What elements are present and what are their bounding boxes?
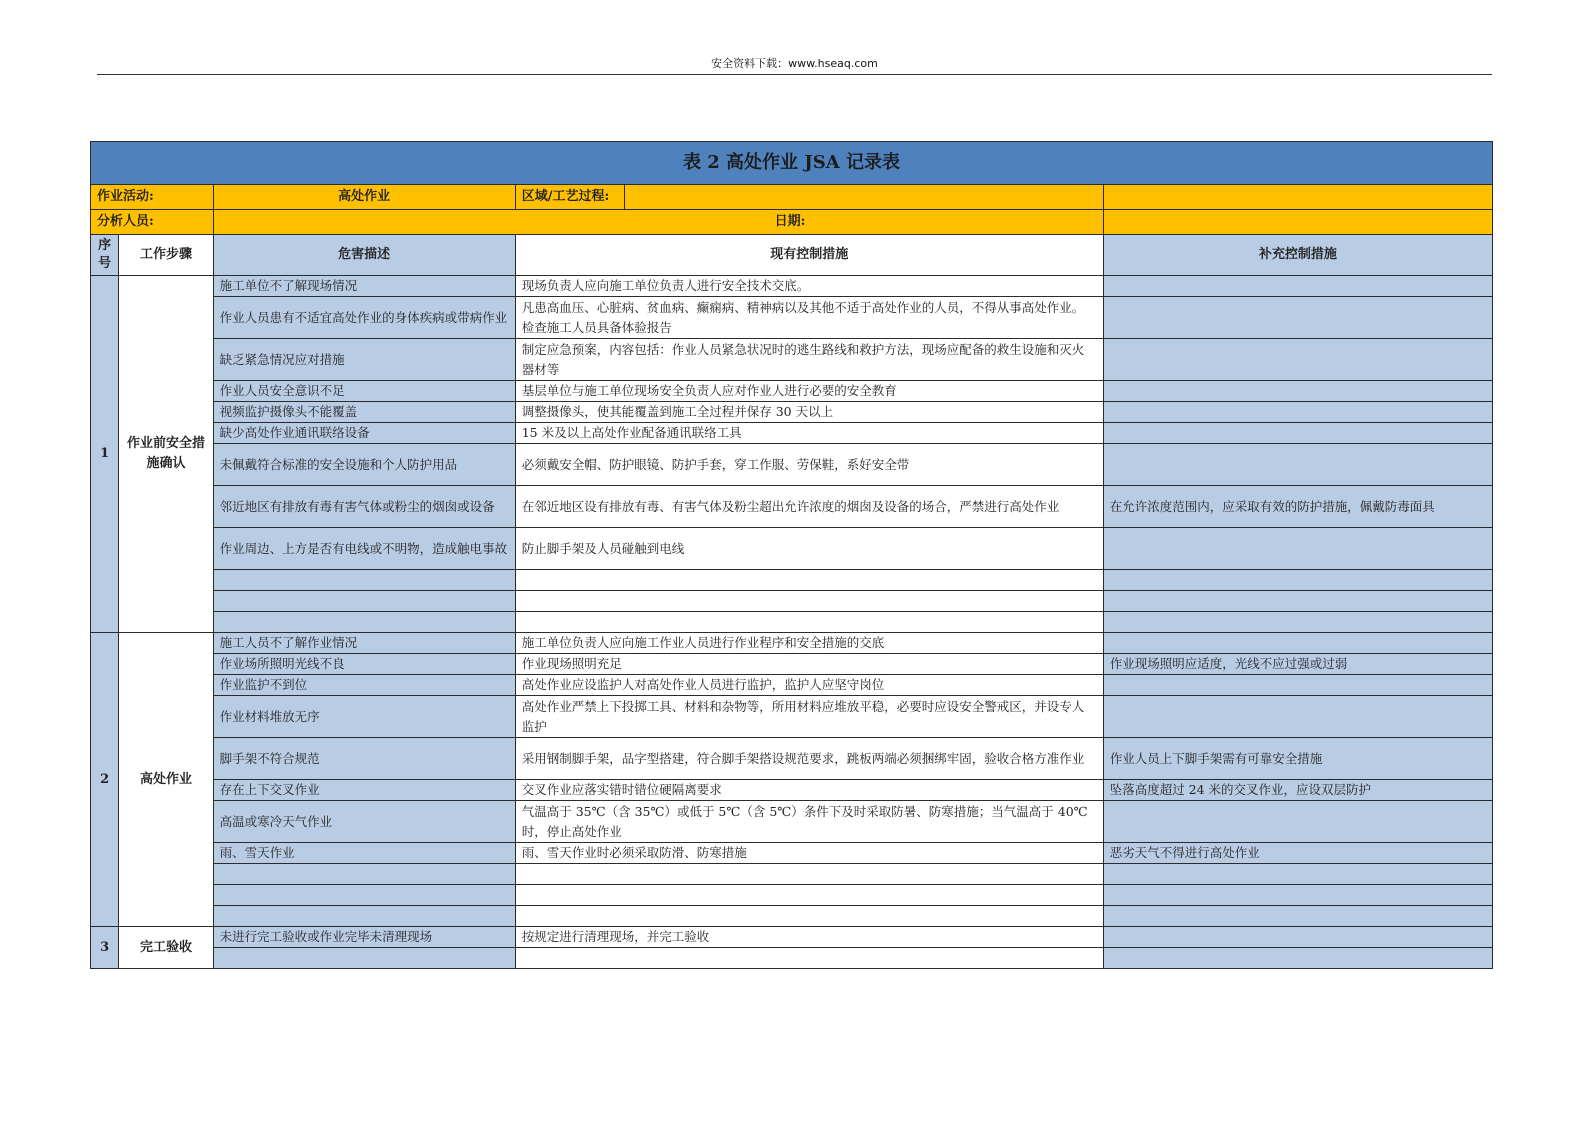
hazard-cell: 雨、雪天作业 [213, 843, 515, 864]
supplement-control-cell [1103, 906, 1492, 927]
step-name: 高处作业 [119, 633, 213, 927]
hazard-cell [213, 864, 515, 885]
table-row [91, 402, 1493, 423]
hazard-cell [213, 591, 515, 612]
step-name: 作业前安全措施确认 [119, 276, 213, 633]
existing-control-cell: 防止脚手架及人员碰触到电线 [515, 528, 1103, 570]
step-name: 完工验收 [119, 927, 213, 969]
supplement-control-cell [1103, 297, 1492, 339]
date-value [1103, 210, 1492, 235]
supplement-control-cell [1103, 927, 1492, 948]
existing-control-cell: 气温高于 35℃（含 35℃）或低于 5℃（含 5℃）条件下及时采取防暑、防寒措施；当气温高于 40℃时，停止高处作业 [515, 801, 1103, 843]
jsa-record-table [90, 141, 1493, 969]
existing-control-cell: 15 米及以上高处作业配备通讯联络工具 [515, 423, 1103, 444]
hazard-cell [213, 570, 515, 591]
supplement-control-cell [1103, 696, 1492, 738]
supplement-control-cell [1103, 444, 1492, 486]
existing-control-cell: 基层单位与施工单位现场安全负责人应对作业人进行必要的安全教育 [515, 381, 1103, 402]
table-row [91, 297, 1493, 339]
table-row [91, 612, 1493, 633]
table-row [91, 528, 1493, 570]
table-row [91, 675, 1493, 696]
analyst-value [214, 210, 771, 234]
col-hazard: 危害描述 [213, 235, 515, 276]
col-supplement: 补充控制措施 [1103, 235, 1492, 276]
area-label: 区域/工艺过程: [516, 185, 625, 209]
supplement-control-cell [1103, 801, 1492, 843]
col-seq: 序号 [91, 235, 119, 276]
hazard-cell: 作业周边、上方是否有电线或不明物，造成触电事故 [213, 528, 515, 570]
table-row [91, 381, 1493, 402]
table-row [91, 339, 1493, 381]
supplement-control-cell [1103, 381, 1492, 402]
existing-control-cell: 制定应急预案，内容包括：作业人员紧急状况时的逃生路线和救护方法，现场应配备的救生设施和灭火器材等 [515, 339, 1103, 381]
supplement-control-cell [1103, 528, 1492, 570]
table-row [91, 654, 1493, 675]
hazard-cell: 未佩戴符合标准的安全设施和个人防护用品 [213, 444, 515, 486]
supplement-control-cell: 恶劣天气不得进行高处作业 [1103, 843, 1492, 864]
col-step: 工作步骤 [119, 235, 213, 276]
table-row [91, 486, 1493, 528]
existing-control-cell [515, 612, 1103, 633]
table-row [91, 276, 1493, 297]
hazard-cell [213, 885, 515, 906]
table-row [91, 843, 1493, 864]
existing-control-cell: 高处作业应设监护人对高处作业人员进行监护，监护人应坚守岗位 [515, 675, 1103, 696]
table-row [91, 885, 1493, 906]
hazard-cell: 邻近地区有排放有毒有害气体或粉尘的烟囱或设备 [213, 486, 515, 528]
area-extra [1103, 185, 1492, 210]
supplement-control-cell [1103, 276, 1492, 297]
supplement-control-cell [1103, 423, 1492, 444]
existing-control-cell: 凡患高血压、心脏病、贫血病、癫痫病、精神病以及其他不适于高处作业的人员，不得从事高处作业。检查施工人员具备体验报告 [515, 297, 1103, 339]
existing-control-cell [515, 864, 1103, 885]
hazard-cell: 脚手架不符合规范 [213, 738, 515, 780]
hazard-cell [213, 948, 515, 969]
meta-row-analyst [91, 210, 1493, 235]
existing-control-cell [515, 948, 1103, 969]
existing-control-cell: 在邻近地区设有排放有毒、有害气体及粉尘超出允许浓度的烟囱及设备的场合，严禁进行高处作业 [515, 486, 1103, 528]
step-number: 1 [91, 276, 119, 633]
supplement-control-cell: 在允许浓度范围内，应采取有效的防护措施，佩戴防毒面具 [1103, 486, 1492, 528]
existing-control-cell: 施工单位负责人应向施工作业人员进行作业程序和安全措施的交底 [515, 633, 1103, 654]
existing-control-cell: 现场负责人应向施工单位负责人进行安全技术交底。 [515, 276, 1103, 297]
hazard-cell: 存在上下交叉作业 [213, 780, 515, 801]
existing-control-cell [515, 885, 1103, 906]
supplement-control-cell: 作业现场照明应适度，光线不应过强或过弱 [1103, 654, 1492, 675]
title-row [91, 142, 1493, 185]
supplement-control-cell [1103, 402, 1492, 423]
meta-row-activity [91, 185, 1493, 210]
table-row [91, 444, 1493, 486]
hazard-cell [213, 906, 515, 927]
table-row [91, 591, 1493, 612]
existing-control-cell: 按规定进行清理现场，并完工验收 [515, 927, 1103, 948]
table-row [91, 948, 1493, 969]
existing-control-cell: 雨、雪天作业时必须采取防滑、防寒措施 [515, 843, 1103, 864]
supplement-control-cell [1103, 612, 1492, 633]
supplement-control-cell: 坠落高度超过 24 米的交叉作业，应设双层防护 [1103, 780, 1492, 801]
hazard-cell: 作业人员患有不适宜高处作业的身体疾病或带病作业 [213, 297, 515, 339]
hazard-cell: 作业材料堆放无序 [213, 696, 515, 738]
supplement-control-cell [1103, 948, 1492, 969]
supplement-control-cell [1103, 591, 1492, 612]
existing-control-cell: 必须戴安全帽、防护眼镜、防护手套，穿工作服、劳保鞋，系好安全带 [515, 444, 1103, 486]
table-body [91, 142, 1493, 969]
table-row [91, 906, 1493, 927]
activity-value: 高处作业 [213, 185, 515, 210]
table-row [91, 633, 1493, 654]
table-row [91, 423, 1493, 444]
activity-label: 作业活动: [91, 185, 214, 210]
hazard-cell: 高温或寒冷天气作业 [213, 801, 515, 843]
supplement-control-cell [1103, 885, 1492, 906]
table-title: 表 2 高处作业 JSA 记录表 [91, 142, 1493, 185]
supplement-control-cell [1103, 675, 1492, 696]
analyst-label: 分析人员: [91, 210, 214, 235]
existing-control-cell [515, 570, 1103, 591]
hazard-cell: 施工人员不了解作业情况 [213, 633, 515, 654]
column-header-row [91, 235, 1493, 276]
hazard-cell: 缺乏紧急情况应对措施 [213, 339, 515, 381]
date-label: 日期: [774, 214, 806, 229]
table-row [91, 801, 1493, 843]
table-row [91, 738, 1493, 780]
supplement-control-cell [1103, 633, 1492, 654]
hazard-cell: 作业监护不到位 [213, 675, 515, 696]
supplement-control-cell: 作业人员上下脚手架需有可靠安全措施 [1103, 738, 1492, 780]
step-number: 3 [91, 927, 119, 969]
supplement-control-cell [1103, 570, 1492, 591]
table-row [91, 864, 1493, 885]
existing-control-cell: 采用钢制脚手架，品字型搭建，符合脚手架搭设规范要求，跳板两端必须捆绑牢固，验收合格方准作业 [515, 738, 1103, 780]
col-existing: 现有控制措施 [515, 235, 1103, 276]
step-number: 2 [91, 633, 119, 927]
hazard-cell: 施工单位不了解现场情况 [213, 276, 515, 297]
table-row [91, 927, 1493, 948]
existing-control-cell: 高处作业严禁上下投掷工具、材料和杂物等，所用材料应堆放平稳，必要时应设安全警戒区，并设专人监护 [515, 696, 1103, 738]
hazard-cell: 缺少高处作业通讯联络设备 [213, 423, 515, 444]
area-cell [515, 185, 1103, 210]
table-row [91, 570, 1493, 591]
existing-control-cell: 调整摄像头，使其能覆盖到施工全过程并保存 30 天以上 [515, 402, 1103, 423]
existing-control-cell [515, 906, 1103, 927]
supplement-control-cell [1103, 339, 1492, 381]
existing-control-cell: 作业现场照明充足 [515, 654, 1103, 675]
header-text: 安全资料下载：www.hseaq.com [711, 57, 878, 70]
existing-control-cell [515, 591, 1103, 612]
page-header [97, 57, 1492, 75]
supplement-control-cell [1103, 864, 1492, 885]
table-row [91, 780, 1493, 801]
hazard-cell: 视频监护摄像头不能覆盖 [213, 402, 515, 423]
hazard-cell: 作业场所照明光线不良 [213, 654, 515, 675]
hazard-cell: 作业人员安全意识不足 [213, 381, 515, 402]
hazard-cell [213, 612, 515, 633]
hazard-cell: 未进行完工验收或作业完毕未清理现场 [213, 927, 515, 948]
area-value [625, 185, 1103, 209]
analyst-date-cell [213, 210, 1103, 235]
existing-control-cell: 交叉作业应落实错时错位硬隔离要求 [515, 780, 1103, 801]
table-row [91, 696, 1493, 738]
